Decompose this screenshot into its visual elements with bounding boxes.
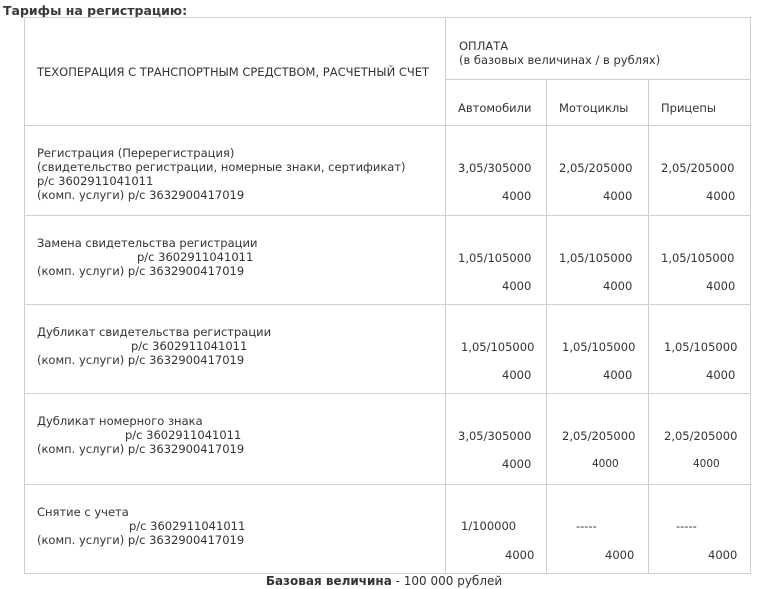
price-cell-trailers <box>649 216 751 305</box>
operation-service-account: (комп. услуги) р/с 3632900417019 <box>37 353 245 367</box>
table-row <box>25 394 751 485</box>
fee-value: 4000 <box>693 458 720 470</box>
column-header-cars: Автомобили <box>446 80 547 126</box>
price-value: 1,05/105000 <box>661 251 735 265</box>
price-value: 1,05/105000 <box>664 340 738 354</box>
operation-account: р/с 3602911041011 <box>129 519 246 533</box>
operation-cell <box>25 485 446 574</box>
price-value: ----- <box>676 519 697 533</box>
fee-value: 4000 <box>605 548 635 562</box>
operation-account: р/с 3602911041011 <box>137 250 254 264</box>
operation-cell <box>25 305 446 394</box>
price-value: 1,05/105000 <box>562 340 636 354</box>
table-row <box>25 126 751 216</box>
price-value: 3,05/305000 <box>458 161 532 175</box>
price-value: ----- <box>576 519 597 533</box>
price-value: 2,05/205000 <box>664 429 738 443</box>
fee-value: 4000 <box>706 368 736 382</box>
operation-service-account: (комп. услуги) р/с 3632900417019 <box>37 264 245 278</box>
operation-name: Дубликат свидетельства регистрации <box>37 325 272 339</box>
price-cell-trailers <box>649 485 751 574</box>
operation-name: Замена свидетельства регистрации <box>37 236 258 250</box>
price-cell-cars <box>446 216 547 305</box>
operation-header: ТЕХОПЕРАЦИЯ С ТРАНСПОРТНЫМ СРЕДСТВОМ, РАСЧЕТНЫЙ СЧЕТ <box>25 18 446 126</box>
fee-value: 4000 <box>505 548 535 562</box>
price-value: 1,05/105000 <box>559 251 633 265</box>
fee-value: 4000 <box>706 279 736 293</box>
price-cell-motorcycles <box>547 394 649 485</box>
price-value: 1/100000 <box>461 519 517 533</box>
table-row <box>25 485 751 574</box>
price-cell-motorcycles <box>547 126 649 216</box>
price-value: 3,05/305000 <box>458 429 532 443</box>
fee-value: 4000 <box>592 458 619 470</box>
operation-cell <box>25 216 446 305</box>
header-row <box>25 18 751 80</box>
operation-name: Снятие с учета <box>37 505 129 519</box>
price-cell-cars <box>446 485 547 574</box>
price-cell-cars <box>446 394 547 485</box>
fee-value: 4000 <box>502 279 532 293</box>
footer-note <box>0 574 768 588</box>
base-value-text: - 100 000 рублей <box>391 574 503 588</box>
fee-value: 4000 <box>603 368 633 382</box>
price-cell-cars <box>446 305 547 394</box>
fee-value: 4000 <box>502 368 532 382</box>
operation-service-account: (комп. услуги) р/с 3632900417019 <box>37 188 245 202</box>
operation-service-account: (комп. услуги) р/с 3632900417019 <box>37 442 245 456</box>
operation-account: р/с 3602911041011 <box>131 339 248 353</box>
price-value: 2,05/205000 <box>661 161 735 175</box>
operation-name: Дубликат номерного знака <box>37 414 203 428</box>
payment-header <box>446 18 751 80</box>
price-cell-trailers <box>649 126 751 216</box>
column-header-motorcycles: Мотоциклы <box>547 80 649 126</box>
price-cell-cars <box>446 126 547 216</box>
price-value: 1,05/105000 <box>461 340 535 354</box>
operation-service-account: (комп. услуги) р/с 3632900417019 <box>37 533 245 547</box>
page-title: Тарифы на регистрацию: <box>3 3 188 18</box>
fee-value: 4000 <box>708 548 738 562</box>
fee-value: 4000 <box>502 457 532 471</box>
price-cell-motorcycles <box>547 216 649 305</box>
column-header-trailers: Прицепы <box>649 80 751 126</box>
fee-value: 4000 <box>502 189 532 203</box>
tariffs-table <box>24 17 751 574</box>
price-cell-motorcycles <box>547 485 649 574</box>
price-value: 1,05/105000 <box>458 251 532 265</box>
operation-detail: (свидетельство регистрации, номерные знаки, сертификат) <box>37 160 406 174</box>
payment-header-subtitle: (в базовых величинах / в рублях) <box>459 53 661 67</box>
payment-header-title: ОПЛАТА <box>459 39 509 53</box>
fee-value: 4000 <box>603 189 633 203</box>
base-value-label: Базовая величина <box>265 574 392 588</box>
operation-name: Регистрация (Перерегистрация) <box>37 146 235 160</box>
price-cell-trailers <box>649 305 751 394</box>
table-row <box>25 305 751 394</box>
operation-account: р/с 3602911041011 <box>37 174 154 188</box>
table-row <box>25 216 751 305</box>
price-cell-motorcycles <box>547 305 649 394</box>
price-value: 2,05/205000 <box>559 161 633 175</box>
operation-cell <box>25 126 446 216</box>
price-cell-trailers <box>649 394 751 485</box>
fee-value: 4000 <box>706 189 736 203</box>
price-value: 2,05/205000 <box>562 429 636 443</box>
operation-cell <box>25 394 446 485</box>
operation-account: р/с 3602911041011 <box>125 428 242 442</box>
fee-value: 4000 <box>603 279 633 293</box>
